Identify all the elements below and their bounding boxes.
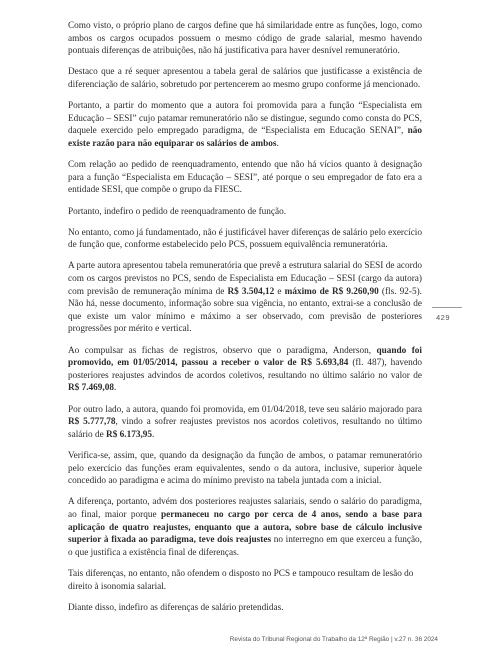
paragraph	[68, 345, 422, 395]
paragraph	[68, 159, 422, 197]
bold-text: não existe razão para não equiparar os salários de ambos	[68, 126, 422, 149]
paragraph	[68, 496, 422, 559]
text-run: Com relação ao pedido de reenquadramento, entendo que não há vícios quanto à designação para a função “Especialista em Educação – SESI”, até porque o seu empregador de fato era a entidade SESI, que compõe o grupo da FIESC.	[68, 160, 422, 196]
body-text	[68, 20, 422, 623]
text-run: .	[114, 383, 117, 394]
bold-text: R$ 3.504,12	[227, 286, 275, 297]
paragraph	[68, 260, 422, 336]
paragraph	[68, 227, 422, 252]
text-run: Portanto, indefiro o pedido de reenquadramento de função.	[68, 206, 287, 217]
text-run: no interregno em que exerceu a função, o que justifica a existência final de diferenças.	[68, 535, 422, 558]
text-run: Como visto, o próprio plano de cargos define que há similaridade entre as funções, logo, como ambos os cargos ocupados possuem o mesmo código de grade salarial, mesmo havendo pontuais diferenças de atribuições, não há justificativa para haver desnível remuneratório.	[68, 21, 422, 57]
text-run: No entanto, como já fundamentado, não é justificável haver diferenças de salário pelo exercício de função que, conforme estabelecido pelo PCS, possuem equivalência remuneratória.	[68, 227, 422, 251]
text-run: A diferença, portanto, advém dos posteriores reajustes salariais, sendo o salário do paradigma, ao final, maior porque	[68, 497, 422, 520]
text-run: (fls. 92-5). Não há, nesse documento, informação sobre sua vigência, no entanto, extrai-se a conclusão de que existe um valor mínimo e máximo a ser observado, com previsão de posteriores progressões por mérito e vertical.	[68, 286, 422, 335]
bold-text: quando foi promovido, em 01/05/2014, passou a receber o valor de R$ 5.693,84	[68, 345, 422, 369]
margin-rule	[432, 307, 462, 308]
text-run: A parte autora apresentou tabela remuneratória que prevê a estrutura salarial do SESI de acordo com os cargos previstos no PCS, sendo de Especialista em Educação – SESI (cargo da autora) com previsão de remuneração mínima de	[68, 261, 422, 297]
text-run: (fl. 487), havendo posteriores reajustes advindos de acordos coletivos, resultando no último salário no valor de	[68, 358, 422, 381]
paragraph	[68, 66, 422, 91]
bold-text: máximo de R$ 9.260,90	[284, 286, 379, 297]
text-run: Por outro lado, a autora, quando foi promovida, em 01/04/2018, teve seu salário majorado para	[68, 404, 422, 415]
text-run: e	[274, 286, 285, 297]
text-run: .	[152, 429, 155, 440]
bold-text: permaneceu no cargo por cerca de 4 anos, sendo a base para aplicação de quatro reajustes, enquanto que a autora, sobre base de cálculo inclusive superior à fixada ao paradigma, teve dois reajustes	[68, 509, 422, 546]
paragraph	[68, 602, 422, 615]
bold-text: R$ 5.777,78	[68, 417, 116, 428]
paragraph	[68, 20, 422, 58]
text-run: Tais diferenças, no entanto, não ofendem o disposto no PCS e tampouco resultam de lesão do direito à isonomia salarial.	[68, 568, 414, 592]
page-number: 429	[436, 313, 451, 322]
paragraph	[68, 568, 422, 593]
journal-footer: Revista do Tribunal Regional do Trabalho da 12ª Região | v.27 n. 36 2024	[229, 636, 438, 643]
paragraph	[68, 206, 422, 219]
text-run: Destaco que a ré sequer apresentou a tabela geral de salários que justificasse a existência de diferenciação de salário, sobretudo por pertencerem ao mesmo grupo conforme já mencionado.	[68, 67, 422, 90]
paragraph	[68, 100, 422, 150]
bold-text: R$ 6.173,95	[106, 429, 153, 440]
text-run: Verifica-se, assim, que, quando da designação da função de ambos, o patamar remuneratório pelo exercício das funções eram equivalentes, sendo o da autora, inclusive, superior àquele concedido ao paradigma e acima do mínimo previsto na tabela juntada com a inicial.	[68, 450, 422, 487]
text-run: .	[276, 138, 279, 149]
text-run: Diante disso, indefiro as diferenças de salário pretendidas.	[68, 602, 284, 613]
paragraph	[68, 404, 422, 442]
bold-text: R$ 7.469,08	[68, 383, 114, 394]
text-run: Portanto, a partir do momento que a autora foi promovida para a função “Especialista em Educação – SESI” cujo patamar remuneratório não se distingue, segundo como consta do PCS, daquele exercido pelo empregado paradigma, de “Especialista em Educação SENAI”,	[68, 101, 422, 137]
paragraph	[68, 450, 422, 488]
text-run: , vindo a sofrer reajustes previstos nos acordos coletivos, resultando no último salário de	[68, 417, 422, 440]
text-run: Ao compulsar as fichas de registros, observo que o paradigma, Anderson,	[68, 345, 377, 356]
